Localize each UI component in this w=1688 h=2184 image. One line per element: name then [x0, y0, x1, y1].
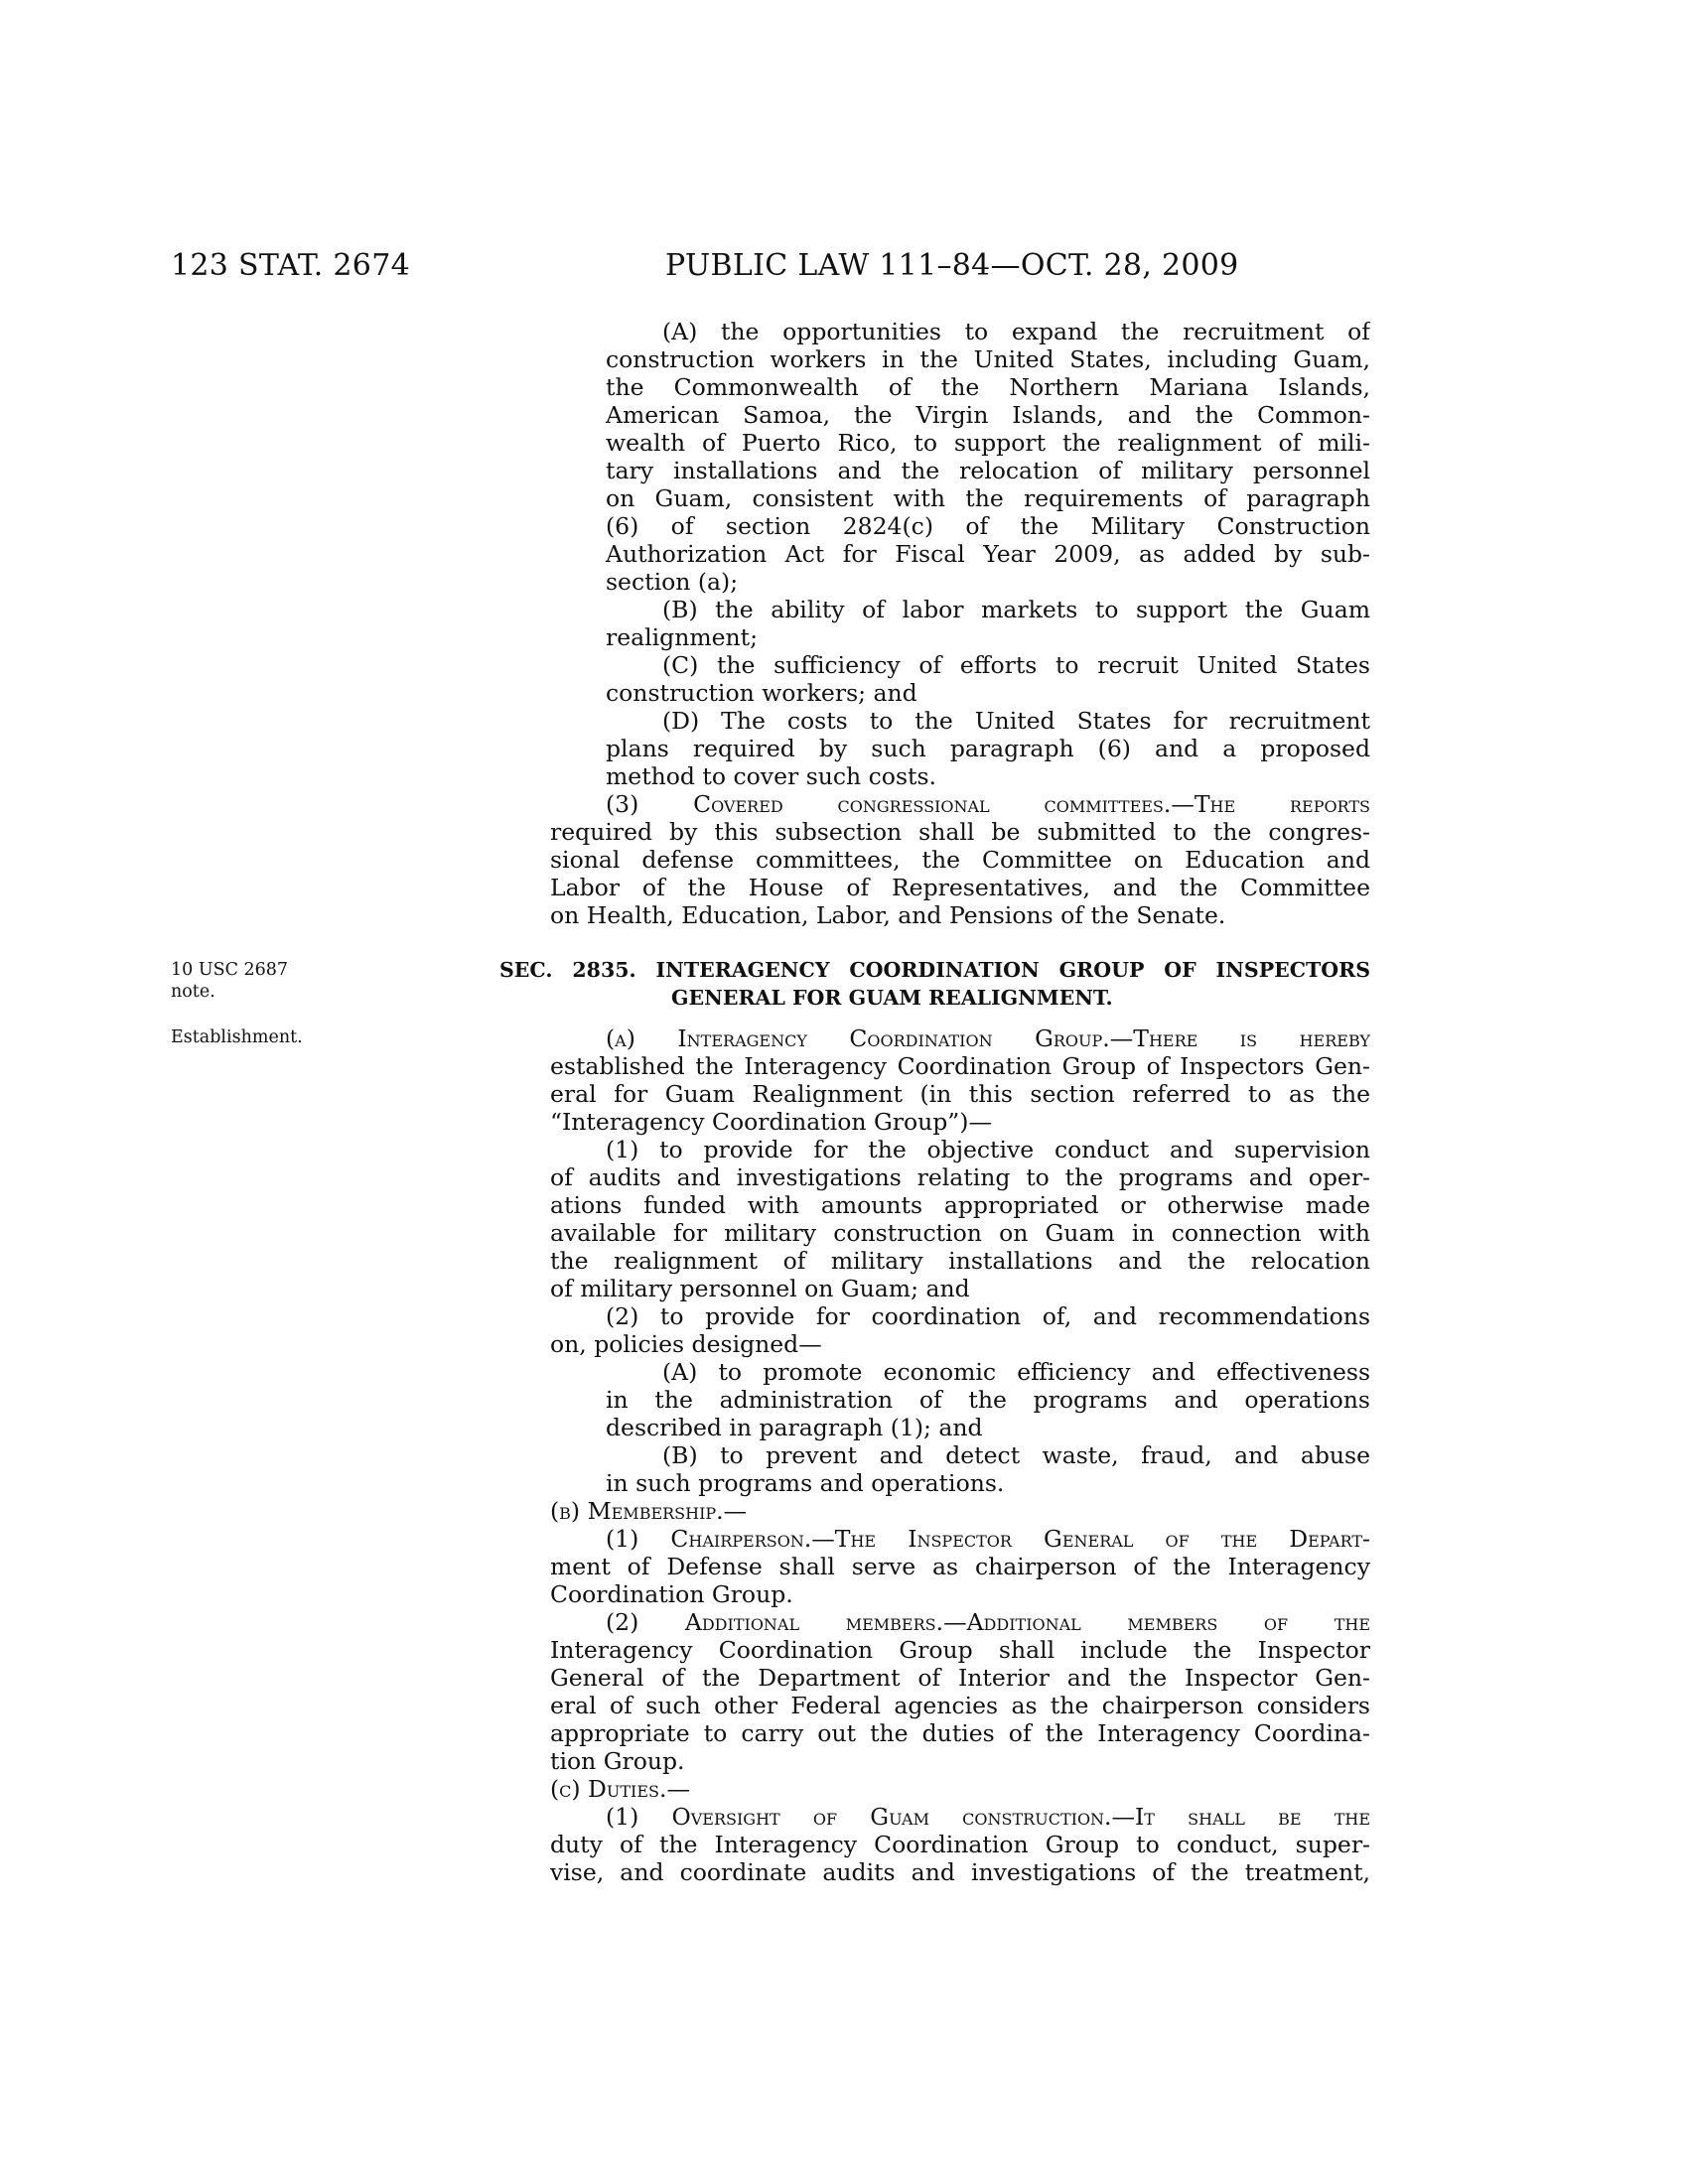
text-line: (6) of section 2824(c) of the Military Construction	[606, 512, 1370, 540]
text-line: Labor of the House of Representatives, and the Committee	[550, 874, 1370, 901]
text-line: on, policies designed—	[550, 1330, 822, 1358]
text-line: section (a);	[606, 568, 739, 596]
text-line: plans required by such paragraph (6) and a proposed	[606, 735, 1370, 762]
text-line: Interagency Coordination Group shall include the Inspector	[550, 1636, 1370, 1664]
text-line: established the Interagency Coordination Group of Inspectors Gen-	[550, 1052, 1370, 1080]
text-line: (A) the opportunities to expand the recruitment of	[662, 318, 1370, 345]
section-heading-line: GENERAL FOR GUAM REALIGNMENT.	[671, 986, 1113, 1010]
text-line: (1) Oversight of Guam construction.—It shall be the	[606, 1803, 1370, 1831]
text-line: of military personnel on Guam; and	[550, 1275, 970, 1302]
text-line: (2) Additional members.—Additional members of the	[606, 1608, 1370, 1636]
text-line: (1) Chairperson.—The Inspector General of the Depart-	[606, 1525, 1370, 1553]
text-line: (B) to prevent and detect waste, fraud, and abuse	[662, 1441, 1370, 1469]
text-line: ment of Defense shall serve as chairperson of the Interagency	[550, 1553, 1370, 1580]
text-line: available for military construction on Guam in connection with	[550, 1219, 1370, 1247]
running-head-title: PUBLIC LAW 111–84—OCT. 28, 2009	[665, 248, 1239, 283]
section-heading-line: SEC. 2835. INTERAGENCY COORDINATION GROUP OF INSPECTORS	[499, 958, 1370, 982]
text-line: General of the Department of Interior and the Inspector Gen-	[550, 1664, 1370, 1692]
text-line: of audits and investigations relating to the programs and oper-	[550, 1163, 1370, 1191]
margin-establishment-note: Establishment.	[171, 1027, 303, 1047]
text-line: the Commonwealth of the Northern Mariana Islands,	[606, 373, 1370, 401]
margin-citation-line: note.	[171, 982, 215, 1002]
text-line: (c) Duties.—	[550, 1775, 690, 1803]
text-line: Authorization Act for Fiscal Year 2009, as added by sub-	[606, 540, 1370, 568]
text-line: method to cover such costs.	[606, 762, 936, 790]
text-line: “Interagency Coordination Group”)—	[550, 1108, 992, 1136]
text-line: sional defense committees, the Committee on Education and	[550, 846, 1370, 874]
text-line: (A) to promote economic efficiency and effectiveness	[662, 1358, 1370, 1386]
margin-citation-line: 10 USC 2687	[171, 960, 289, 980]
text-line: Coordination Group.	[550, 1580, 793, 1608]
text-line: tion Group.	[550, 1747, 685, 1775]
text-line: vise, and coordinate audits and investigations of the treatment,	[550, 1858, 1370, 1886]
text-line: (1) to provide for the objective conduct and supervision	[606, 1136, 1370, 1163]
text-line: duty of the Interagency Coordination Group to conduct, super-	[550, 1831, 1370, 1858]
text-line: in such programs and operations.	[606, 1469, 1005, 1497]
stat-page-reference: 123 STAT. 2674	[171, 248, 410, 283]
text-line: described in paragraph (1); and	[606, 1414, 983, 1441]
text-line: eral of such other Federal agencies as the chairperson considers	[550, 1692, 1370, 1719]
text-line: American Samoa, the Virgin Islands, and the Common-	[606, 401, 1370, 429]
text-line: appropriate to carry out the duties of the Interagency Coordina-	[550, 1719, 1370, 1747]
text-line: construction workers in the United States, including Guam,	[606, 345, 1370, 373]
text-line: in the administration of the programs and operations	[606, 1386, 1370, 1414]
text-line: eral for Guam Realignment (in this section referred to as the	[550, 1080, 1370, 1108]
text-line: realignment;	[606, 623, 759, 651]
text-line: (B) the ability of labor markets to support the Guam	[662, 596, 1370, 623]
text-line: (b) Membership.—	[550, 1497, 748, 1525]
text-line: (a) Interagency Coordination Group.—There is hereby	[606, 1024, 1370, 1052]
text-line: the realignment of military installations and the relocation	[550, 1247, 1370, 1275]
text-line: ations funded with amounts appropriated or otherwise made	[550, 1191, 1370, 1219]
heading-spacer	[550, 956, 1370, 1012]
text-line: required by this subsection shall be submitted to the congres-	[550, 818, 1370, 846]
text-line: (C) the sufficiency of efforts to recruit United States	[662, 651, 1370, 679]
text-block-section-2835	[550, 956, 1370, 1886]
text-line: construction workers; and	[606, 679, 917, 707]
text-line: tary installations and the relocation of military personnel	[606, 457, 1370, 484]
text-line: wealth of Puerto Rico, to support the realignment of mili-	[606, 429, 1370, 457]
text-line: on Health, Education, Labor, and Pensions of the Senate.	[550, 901, 1226, 929]
margin-citation-note	[171, 959, 288, 1003]
text-block-previous-section	[550, 318, 1370, 929]
text-line: (2) to provide for coordination of, and recommendations	[606, 1302, 1370, 1330]
text-line: (D) The costs to the United States for recruitment	[662, 707, 1370, 735]
text-line: on Guam, consistent with the requirements of paragraph	[606, 484, 1370, 512]
text-line: (3) Covered congressional committees.—The reports	[606, 790, 1370, 818]
